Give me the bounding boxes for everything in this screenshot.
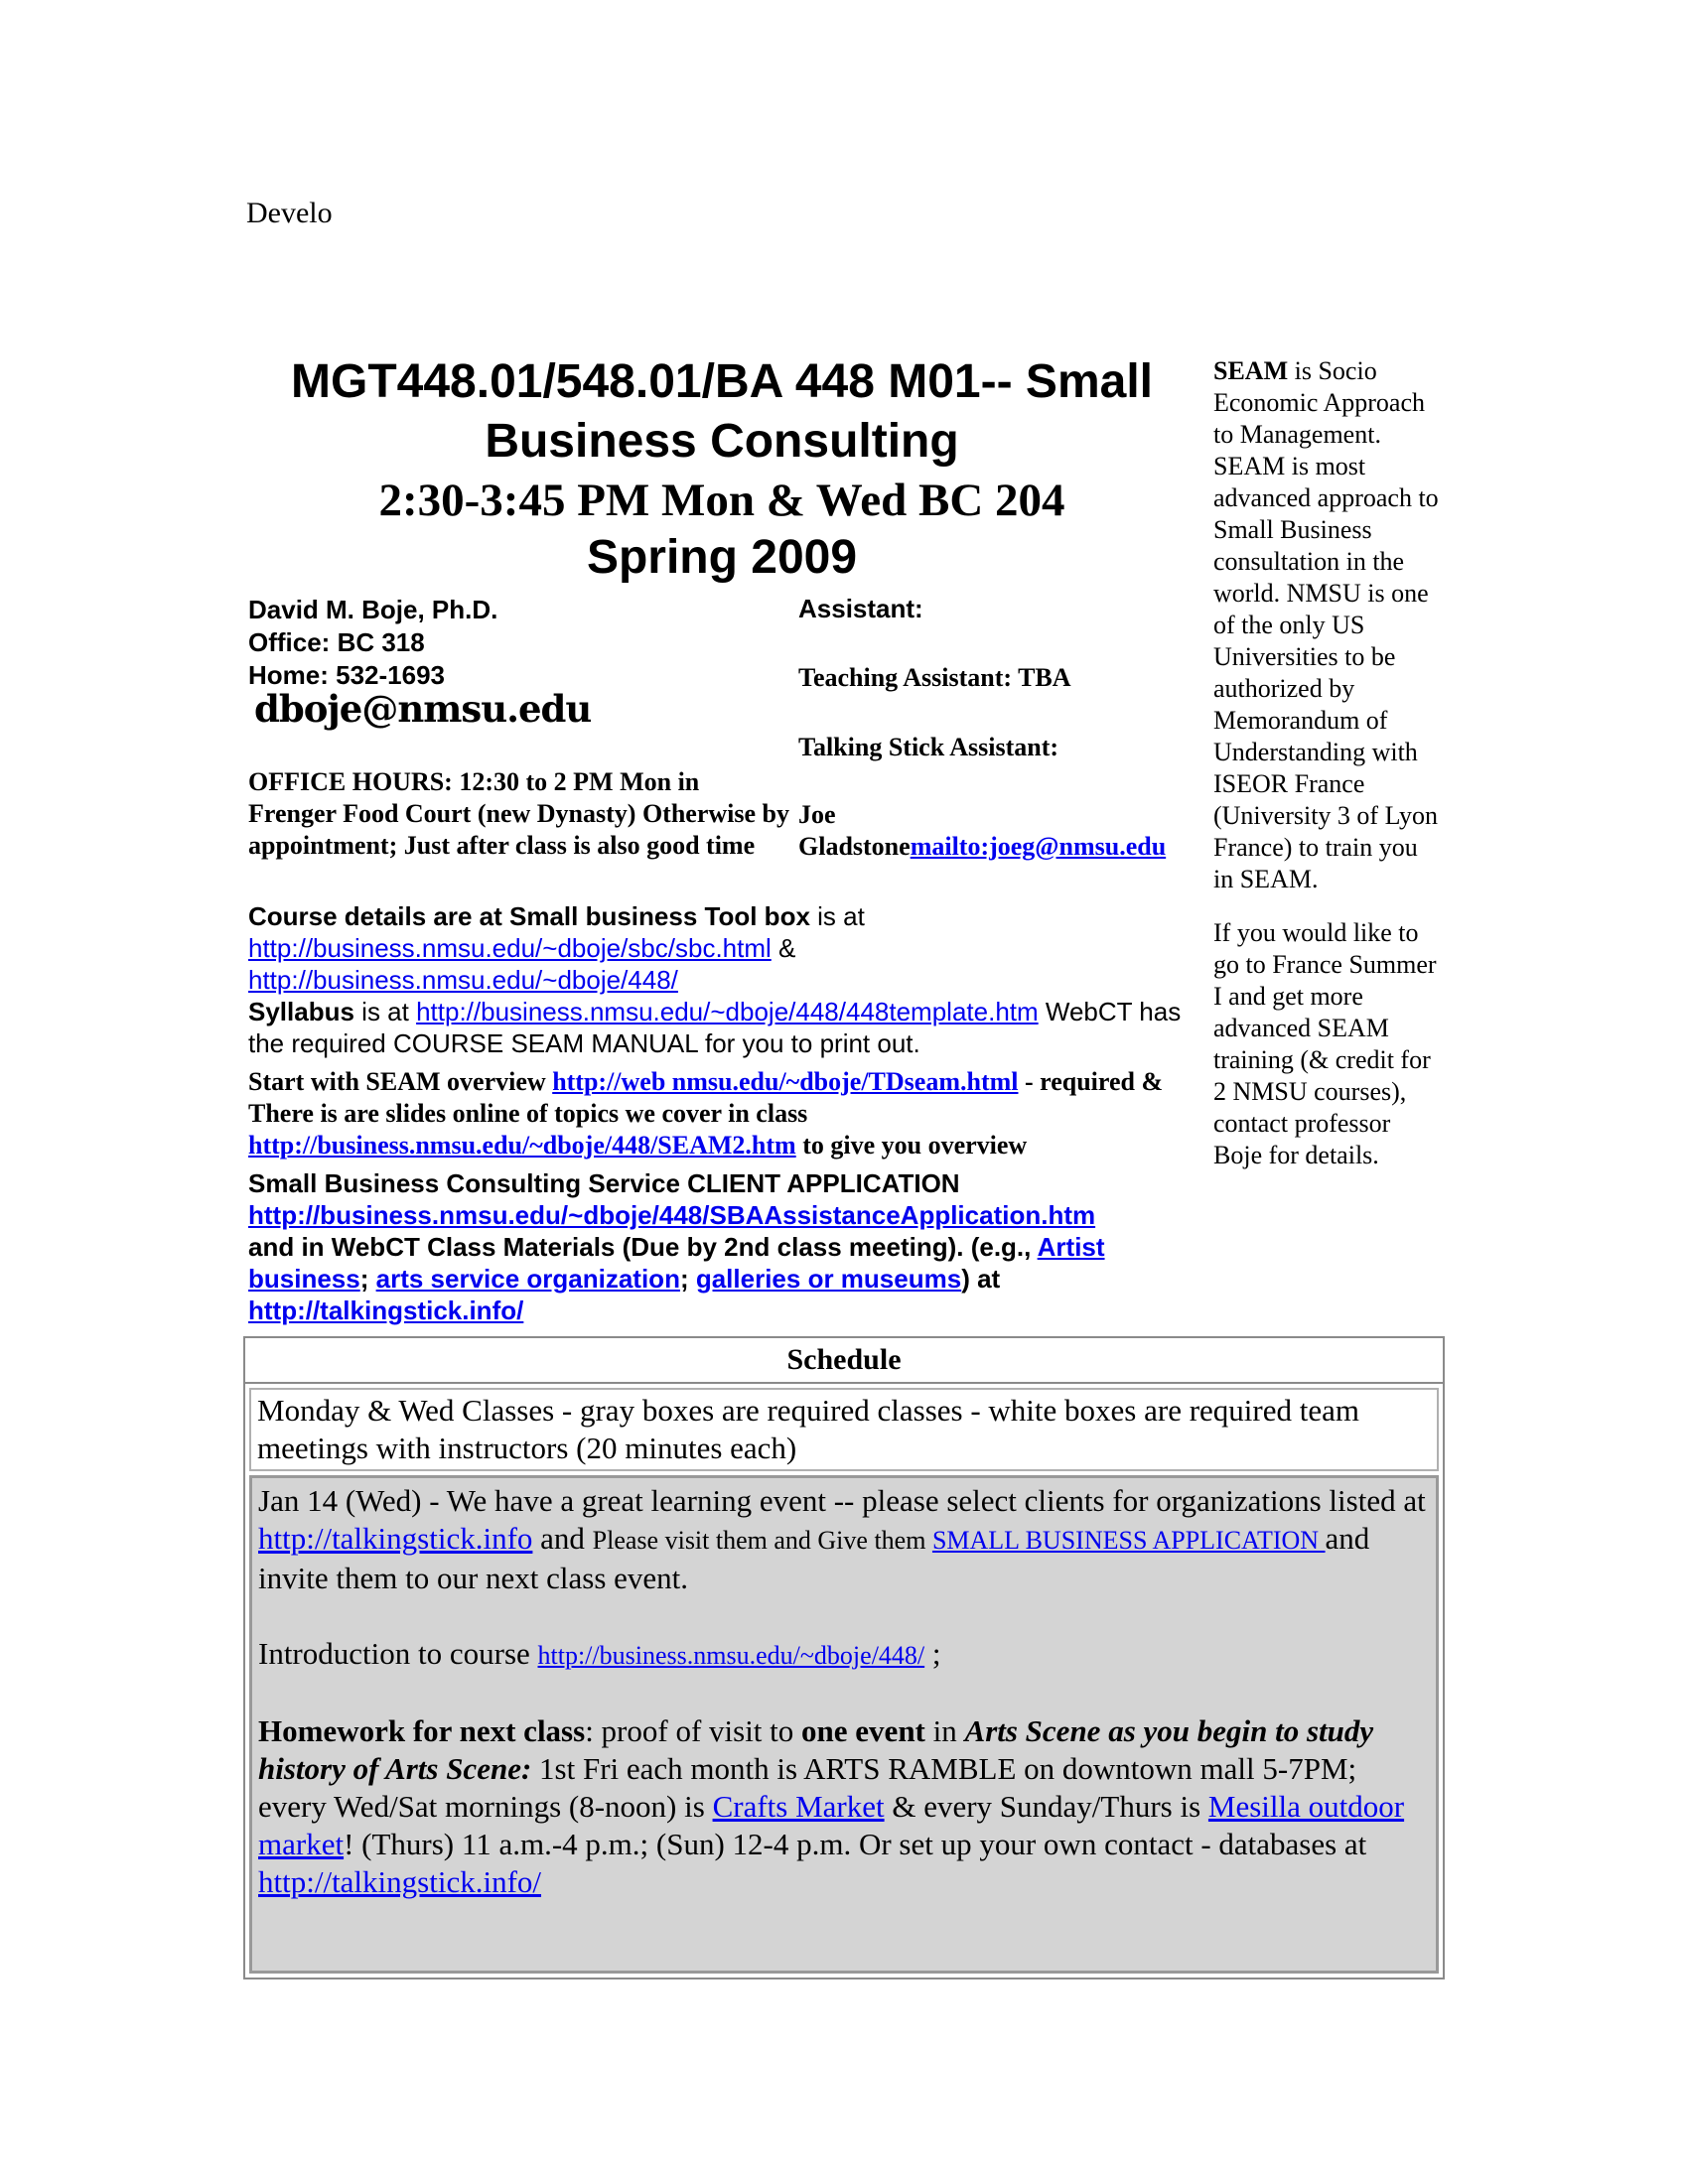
hw-talkingstick-link[interactable]: http://talkingstick.info/ — [258, 1864, 542, 1899]
course-semester: Spring 2009 — [586, 531, 858, 584]
jan14-talkingstick-link[interactable]: http://talkingstick.info — [258, 1521, 533, 1556]
hw-text-5: ! (Thurs) 11 a.m.-4 p.m.; (Sun) 12-4 p.m. Or set up your own contact - databases at — [344, 1827, 1367, 1861]
joe-last-name: Gladstone — [798, 832, 911, 861]
galleries-link[interactable]: galleries or museums — [695, 1264, 962, 1294]
sidebar-paragraph-1 — [1213, 355, 1440, 895]
client-app-text-2: ) at — [961, 1264, 1001, 1294]
sep-2: ; — [679, 1264, 696, 1294]
sidebar-paragraph-2: If you would like to go to France Summer I and get more advanced SEAM training (& credit for 2 NMSU courses), contact professor Boje for details. — [1213, 918, 1437, 1169]
schedule-row-jan14 — [249, 1475, 1439, 1974]
hw-text-4: & every Sunday/Thurs is — [884, 1789, 1208, 1824]
tdseam-link[interactable]: http://web nmsu.edu/~dboje/TDseam.html — [552, 1067, 1019, 1096]
header-text: Develo — [246, 197, 333, 229]
client-app-heading: Small Business Consulting Service CLIENT APPLICATION — [248, 1168, 960, 1198]
sbc-link[interactable]: http://business.nmsu.edu/~dboje/sbc/sbc.html — [248, 933, 772, 963]
hw-one-event: one event — [801, 1713, 925, 1748]
office-hours: OFFICE HOURS: 12:30 to 2 PM Mon in Frenger Food Court (new Dynasty) Otherwise by appointment; Just after class is also good time — [248, 767, 789, 860]
instructor-home-phone: Home: 532-1693 — [248, 660, 445, 690]
mesilla-market-link[interactable]: Mesilla outdoor market — [258, 1789, 1405, 1861]
intro-link[interactable]: http://business.nmsu.edu/~dboje/448/ — [537, 1641, 925, 1670]
schedule-table — [243, 1336, 1445, 1979]
amp-text: & — [771, 933, 796, 963]
instructor-office: Office: BC 318 — [248, 627, 425, 657]
schedule-intro: Monday & Wed Classes - gray boxes are required classes - white boxes are required team meetings with instructors (20 minutes each) — [249, 1388, 1439, 1471]
talking-stick-assistant-label: Talking Stick Assistant: — [798, 733, 1059, 761]
artist-business-link[interactable]: Artist business — [248, 1232, 1105, 1294]
hw-text-1: : proof of visit to — [585, 1713, 802, 1748]
jan14-text-3: and invite them to our next class event. — [258, 1521, 1370, 1595]
course-details-is-at: is at — [809, 901, 865, 931]
seam-sidebar — [1213, 355, 1440, 1193]
small-business-application-link[interactable]: SMALL BUSINESS APPLICATION — [931, 1526, 1326, 1555]
jan14-paragraph — [258, 1482, 1430, 1597]
instructor-contact — [248, 594, 497, 692]
course-details-prefix: Course details are at Small business Tool box — [248, 901, 810, 931]
schedule-heading: Schedule — [245, 1338, 1443, 1384]
seam-bold: SEAM — [1213, 356, 1289, 385]
hw-arts-scene: Arts Scene as you begin to study history of Arts Scene: — [258, 1713, 1374, 1786]
course-title-block — [246, 352, 1197, 587]
homework-label: Homework for next class — [258, 1713, 586, 1748]
hw-text-3: 1st Fri each month is ARTS RAMBLE on downtown mall 5-7PM; every Wed/Sat mornings (8-noon) is — [258, 1751, 1357, 1824]
instructor-name: David M. Boje, Ph.D. — [248, 595, 498, 624]
seam-text-1: Start with SEAM overview — [248, 1067, 553, 1096]
course-schedule-time: 2:30-3:45 PM Mon & Wed BC 204 — [378, 475, 1065, 526]
assistant-label: Assistant: — [798, 594, 923, 623]
seam-text-3: to give you overview — [795, 1131, 1028, 1160]
hw-text-2: in — [924, 1713, 965, 1748]
syllabus-label: Syllabus — [248, 997, 354, 1026]
arts-service-link[interactable]: arts service organization — [375, 1264, 680, 1294]
syllabus-is-at: is at — [353, 997, 417, 1026]
intro-label: Introduction to course — [258, 1636, 538, 1671]
joe-email-link[interactable]: mailto:joeg@nmsu.edu — [910, 832, 1167, 861]
seam-description: is Socio Economic Approach to Management. SEAM is most advanced approach to Small Business consultation in the world. NMSU is one of the only US Universities to be authorized by Memorandum of Understanding with ISEOR France (University 3 of Lyon France) to train you in SEAM. — [1213, 356, 1439, 893]
jan14-text-2: and — [532, 1521, 593, 1556]
teaching-assistant: Teaching Assistant: TBA — [798, 663, 1071, 692]
seam-text-2: - required & There is are slides online of topics we cover in class — [248, 1067, 1164, 1128]
intro-end: ; — [924, 1636, 941, 1671]
course-448-link[interactable]: http://business.nmsu.edu/~dboje/448/ — [248, 965, 678, 995]
course-details — [248, 900, 1201, 1059]
syllabus-rest: WebCT has the required COURSE SEAM MANUAL for you to print out. — [248, 997, 1182, 1058]
talkingstick-link[interactable]: http://talkingstick.info/ — [248, 1296, 524, 1325]
seam2-link[interactable]: http://business.nmsu.edu/~dboje/448/SEAM2.htm — [248, 1131, 796, 1160]
joe-first-name: Joe — [798, 800, 836, 829]
course-title: MGT448.01/548.01/BA 448 M01-- Small Business Consulting — [291, 355, 1153, 468]
jan14-small-text: Please visit them and Give them — [592, 1526, 932, 1555]
start-seam-paragraph — [248, 1066, 1201, 1161]
client-application-block — [248, 1167, 1201, 1326]
sba-application-link[interactable]: http://business.nmsu.edu/~dboje/448/SBAAssistanceApplication.htm — [248, 1200, 1096, 1230]
instructor-email: dboje@nmsu.edu — [254, 687, 592, 731]
crafts-market-link[interactable]: Crafts Market — [712, 1789, 885, 1824]
syllabus-link[interactable]: http://business.nmsu.edu/~dboje/448/448template.htm — [416, 997, 1039, 1026]
sep-1: ; — [359, 1264, 376, 1294]
jan14-text-1: Jan 14 (Wed) - We have a great learning event -- please select clients for organizations listed at — [258, 1483, 1426, 1518]
client-app-text-1: and in WebCT Class Materials (Due by 2nd class meeting). (e.g., — [248, 1232, 1038, 1262]
homework-paragraph — [258, 1712, 1430, 1901]
intro-paragraph — [258, 1635, 1430, 1675]
